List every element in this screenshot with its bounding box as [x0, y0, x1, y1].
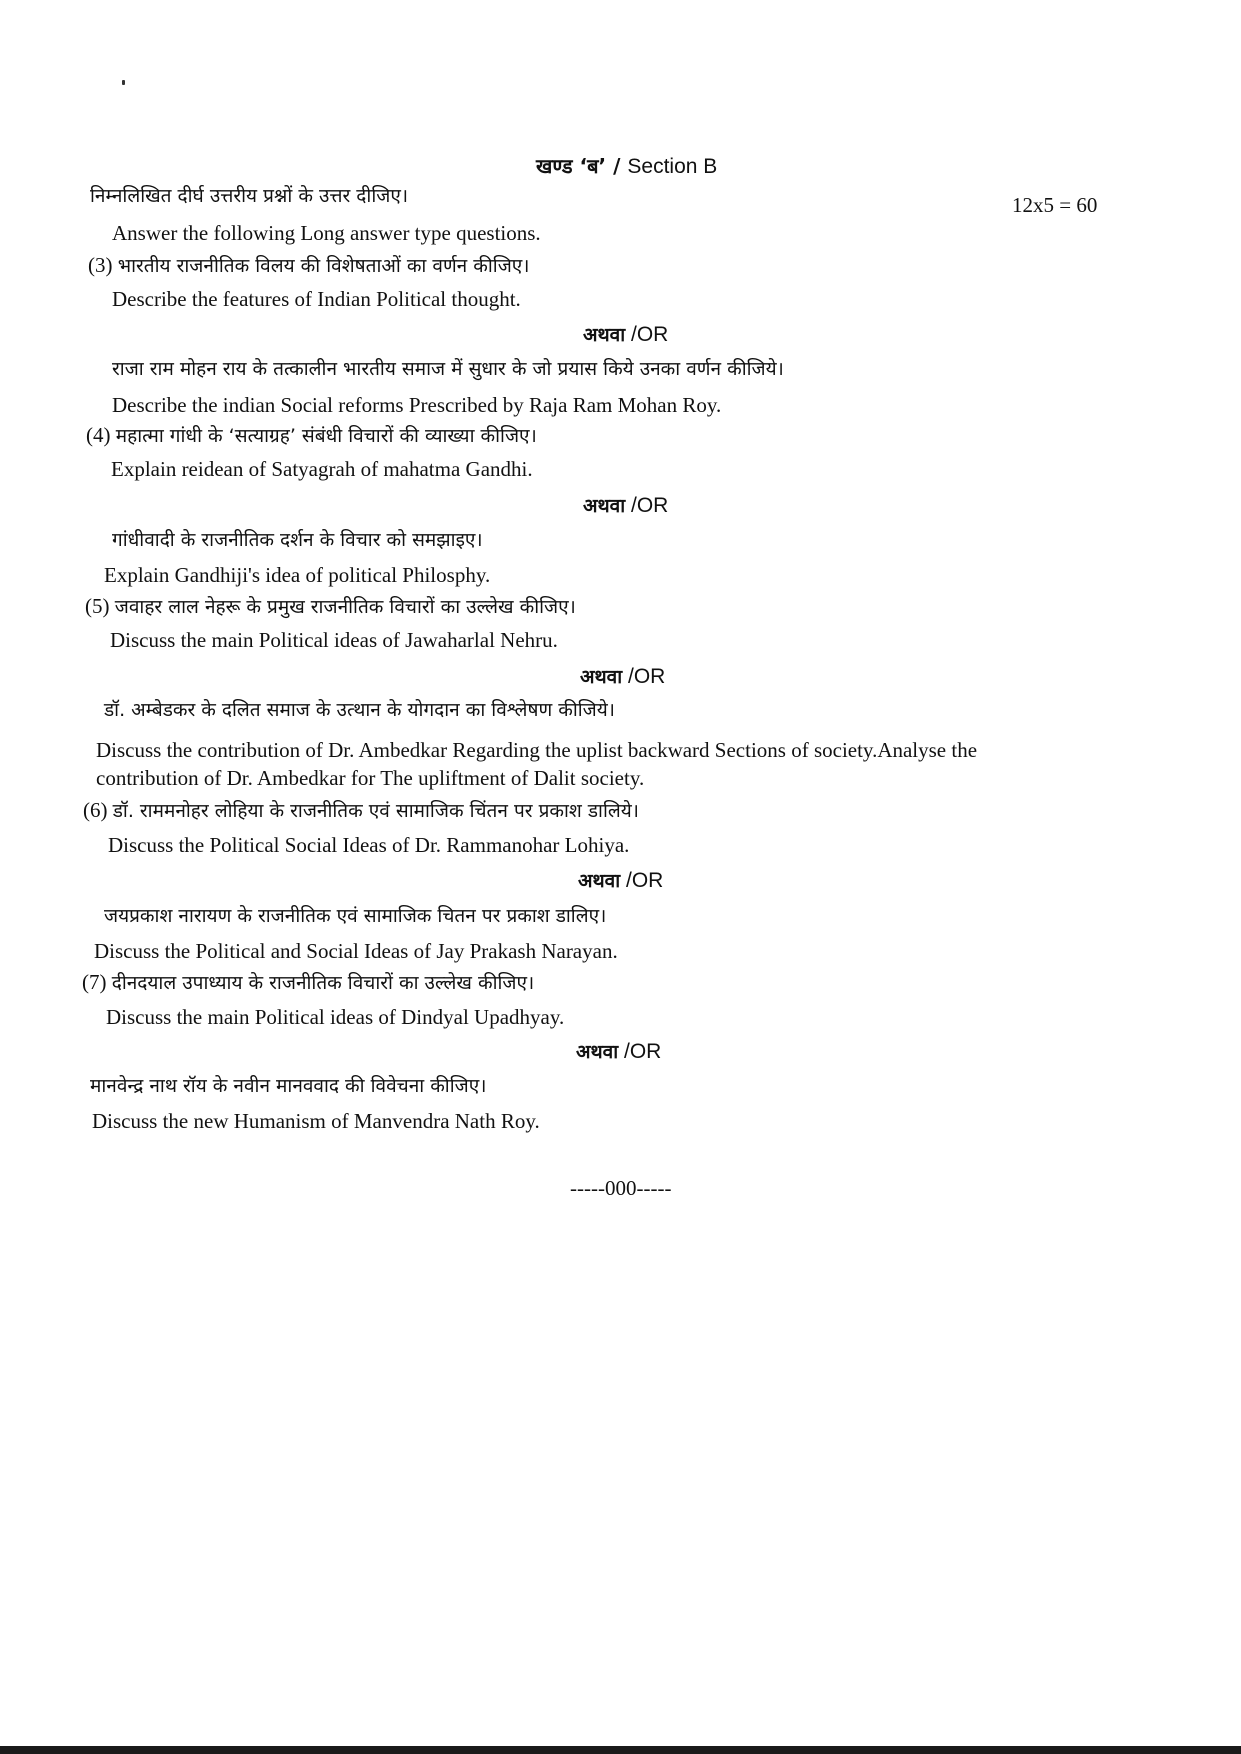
or-label: [578, 868, 663, 894]
question-5-hindi: [85, 593, 576, 620]
question-text-hindi: भारतीय राजनीतिक विलय की विशेषताओं का वर्णन कीजिए।: [117, 255, 530, 277]
question-3-hindi: [88, 252, 530, 279]
or-label-hindi: अथवा: [583, 495, 626, 517]
section-heading-hindi: खण्ड ‘ब’: [536, 154, 607, 178]
section-heading-separator: /: [606, 154, 621, 178]
question-6-hindi: [83, 797, 639, 824]
or-label-hindi: अथवा: [578, 870, 621, 892]
or-label-english: /OR: [622, 665, 666, 688]
question-4-alt-hindi: गांधीवादी के राजनीतिक दर्शन के विचार को समझाइए।: [112, 529, 483, 551]
question-number: (4): [86, 423, 111, 447]
or-label-hindi: अथवा: [576, 1041, 619, 1063]
or-label: [583, 493, 668, 519]
question-5-alt-english-line2: contribution of Dr. Ambedkar for The upliftment of Dalit society.: [96, 766, 645, 790]
question-6-english: Discuss the Political Social Ideas of Dr. Rammanohar Lohiya.: [108, 833, 630, 857]
or-label-hindi: अथवा: [580, 666, 623, 688]
question-text-hindi: दीनदयाल उपाध्याय के राजनीतिक विचारों का उल्लेख कीजिए।: [111, 972, 535, 994]
or-label: [583, 322, 668, 348]
question-text-hindi: महात्मा गांधी के ‘सत्याग्रह’ संबंधी विचारों की व्याख्या कीजिए।: [115, 425, 537, 447]
question-text-hindi: डॉ. राममनोहर लोहिया के राजनीतिक एवं सामाजिक चिंतन पर प्रकाश डालिये।: [112, 800, 639, 822]
question-4-hindi: [86, 422, 537, 449]
question-text-hindi: जवाहर लाल नेहरू के प्रमुख राजनीतिक विचारों का उल्लेख कीजिए।: [114, 596, 576, 618]
question-7-alt-english: Discuss the new Humanism of Manvendra Nath Roy.: [92, 1109, 540, 1133]
marks-label: 12x5 = 60: [1012, 193, 1098, 217]
question-5-alt-english-line1: Discuss the contribution of Dr. Ambedkar Regarding the uplist backward Sections of society.Analyse the: [96, 738, 978, 762]
question-3-alt-english: Describe the indian Social reforms Prescribed by Raja Ram Mohan Roy.: [112, 393, 722, 417]
question-7-english: Discuss the main Political ideas of Dindyal Upadhyay.: [106, 1005, 565, 1029]
question-3-alt-hindi: राजा राम मोहन राय के तत्कालीन भारतीय समाज में सुधार के जो प्रयास किये उनका वर्णन कीजिये।: [112, 358, 784, 380]
or-label-english: /OR: [625, 323, 669, 346]
question-number: (7): [82, 970, 107, 994]
question-3-english: Describe the features of Indian Political thought.: [112, 287, 521, 311]
section-heading: [536, 153, 717, 180]
or-label-english: /OR: [618, 1040, 662, 1063]
question-number: (3): [88, 253, 113, 277]
or-label: [580, 664, 665, 690]
end-of-paper-mark: -----000-----: [570, 1176, 672, 1200]
or-label-hindi: अथवा: [583, 324, 626, 346]
scan-bottom-edge: [0, 1746, 1241, 1754]
or-label-english: /OR: [620, 869, 664, 892]
question-7-alt-hindi: मानवेन्द्र नाथ रॉय के नवीन मानववाद की विवेचना कीजिए।: [90, 1075, 487, 1097]
section-heading-english: Section B: [627, 155, 718, 178]
question-5-english: Discuss the main Political ideas of Jawaharlal Nehru.: [110, 628, 558, 652]
question-number: (5): [85, 594, 110, 618]
or-label: [576, 1039, 661, 1065]
question-number: (6): [83, 798, 108, 822]
question-7-hindi: [82, 969, 534, 996]
question-6-alt-english: Discuss the Political and Social Ideas of Jay Prakash Narayan.: [94, 939, 618, 963]
instruction-hindi: निम्नलिखित दीर्घ उत्तरीय प्रश्नों के उत्तर दीजिए।: [90, 185, 409, 207]
question-4-alt-english: Explain Gandhiji's idea of political Philosphy.: [104, 563, 491, 587]
question-5-alt-hindi: डॉ. अम्बेडकर के दलित समाज के उत्थान के योगदान का विश्लेषण कीजिये।: [104, 699, 615, 721]
instruction-english: Answer the following Long answer type questions.: [112, 221, 541, 245]
question-6-alt-hindi: जयप्रकाश नारायण के राजनीतिक एवं सामाजिक चितन पर प्रकाश डालिए।: [104, 905, 607, 927]
or-label-english: /OR: [625, 494, 669, 517]
scan-speck: [122, 80, 125, 85]
question-4-english: Explain reidean of Satyagrah of mahatma Gandhi.: [111, 457, 533, 481]
